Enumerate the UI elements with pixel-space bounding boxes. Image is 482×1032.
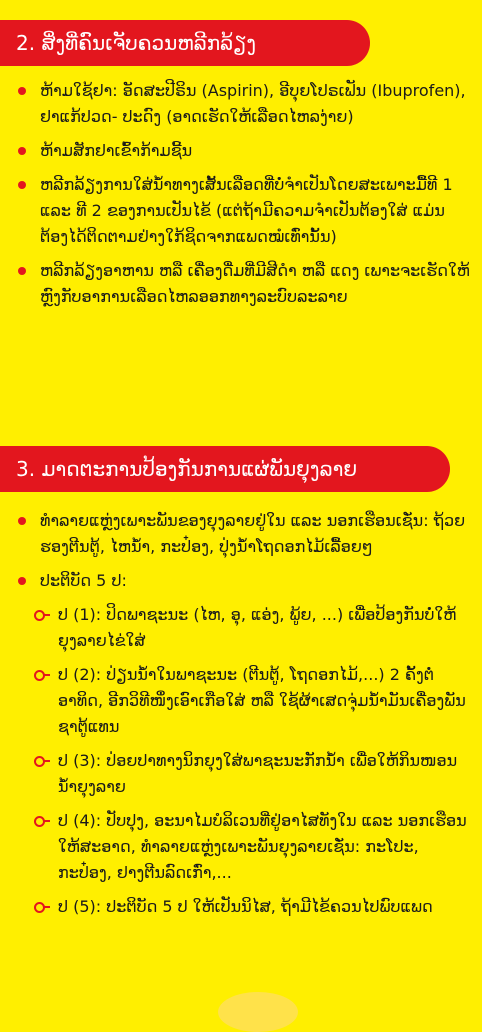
- bullet-icon: [18, 147, 26, 155]
- sub-item: ປ (2): ປ່ຽນນ້ຳໃນພາຊະນະ (ຕີນຕູ້, ໂຖດອກໄມ້,...) 2 ຄັ້ງຕໍ່ອາທິດ, ອີກວິທີໜຶ່ງເອົາເກືອໃສ່ ຫລື ໃຊ້ຜ້າເສດຈຸ່ມນ້ຳມັນເຄື່ອງພັນຊາຕູ້ແທນ: [0, 662, 482, 740]
- bullet-icon: [18, 181, 26, 189]
- list-item: ປະຕິບັດ 5 ປ:: [0, 568, 482, 594]
- sub-item: ປ (3): ປ່ອຍປາທາງນິກຍຸງໃສ່ພາຊະນະກັກນ້ຳ ເພື່ອໃຫ້ກິນໜອນນ້ຳຍຸງລາຍ: [0, 748, 482, 800]
- sub-item: ປ (1): ປິດພາຊະນະ (ໄຫ, ອຸ, ແອ່ງ, ພູ້ຍ, ...) ເພື່ອປ້ອງກັນບໍ່ໃຫ້ຍຸງລາຍໄຂ່ໃສ່: [0, 602, 482, 654]
- ring-bullet-icon: [34, 756, 45, 767]
- ring-bullet-icon: [34, 902, 45, 913]
- ring-bullet-icon: [34, 816, 45, 827]
- list-item: ທຳລາຍແຫຼ່ງເພາະພັນຂອງຍຸງລາຍຢູ່ໃນ ແລະ ນອກເຮືອນເຊັ່ນ: ຖ້ວຍຮອງຕີນຕູ້, ໄຫນ້ຳ, ກະປ໋ອງ, ປຸ່ງນ້ຳໂຖດອກໄມ້ເລື້ອຍໆ: [0, 508, 482, 560]
- sub-item: ປ (4): ປັບປຸງ, ອະນາໄມບໍລິເວນທີ່ຢູ່ອາໄສທັງໃນ ແລະ ນອກເຮືອນໃຫ້ສະອາດ, ທຳລາຍແຫຼ່ງເພາະພັນຍຸງລາຍເຊັ່ນ: ກະໂປະ, ກະປ໋ອງ, ຢາງຕີນລົດເກົ່າ,...: [0, 808, 482, 886]
- section-title: 3. ມາດຕະການປ້ອງກັນການແຜ່ພັນຍຸງລາຍ: [16, 457, 358, 481]
- section-header-what-to-avoid: [0, 20, 370, 66]
- list-item: ຫ້າມສັກຢາເຂົ້າກ້າມຊີ້ນ: [0, 138, 482, 164]
- decorative-blob: [218, 992, 298, 1032]
- list-item: ຫລີກລ້ຽງການໃສ່ນ້ຳທາງເສັ້ນເລືອດທີ່ບໍ່ຈຳເປັນໂດຍສະເພາະມື້ທີ 1 ແລະ ທີ 2 ຂອງການເປັນໄຂ້ (ແຕ່ຖ້າມີຄວາມຈຳເປັນຕ້ອງໃສ່ ແມ່ນຕ້ອງໄດ້ຕິດຕາມຢ່າງໃກ້ຊິດຈາກແພດໝໍເທົ່ານັ້ນ): [0, 172, 482, 250]
- avoid-list: [0, 78, 482, 318]
- bullet-icon: [18, 517, 26, 525]
- list-item: ຫ້າມໃຊ້ຢາ: ອັດສະປີຣິນ (Aspirin), ອີບຸຍໂປຣເຟັນ (Ibuprofen), ຢາແກ້ປວດ- ປະດົງ (ອາດເຮັດໃຫ້ເລືອດໄຫລງ່າຍ): [0, 78, 482, 130]
- bullet-icon: [18, 87, 26, 95]
- bullet-icon: [18, 267, 26, 275]
- section-title: 2. ສິ່ງທີ່ຄົນເຈັບຄວນຫລີກລ້ຽງ: [16, 31, 256, 55]
- ring-bullet-icon: [34, 670, 45, 681]
- bullet-icon: [18, 577, 26, 585]
- ring-bullet-icon: [34, 610, 45, 621]
- prevention-list: [0, 508, 482, 928]
- sub-item: ປ (5): ປະຕິບັດ 5 ປ ໃຫ້ເປັນນິໄສ, ຖ້າມີໄຂ້ຄວນໄປພົບແພດ: [0, 894, 482, 920]
- section-header-prevention: [0, 446, 450, 492]
- list-item: ຫລີກລ້ຽງອາຫານ ຫລື ເຄື່ອງດື່ມທີ່ມີສີດຳ ຫລື ແດງ ເພາະຈະເຮັດໃຫ້ຫຼົງກັບອາການເລືອດໄຫລອອກທາງລະບົບລະລາຍ: [0, 258, 482, 310]
